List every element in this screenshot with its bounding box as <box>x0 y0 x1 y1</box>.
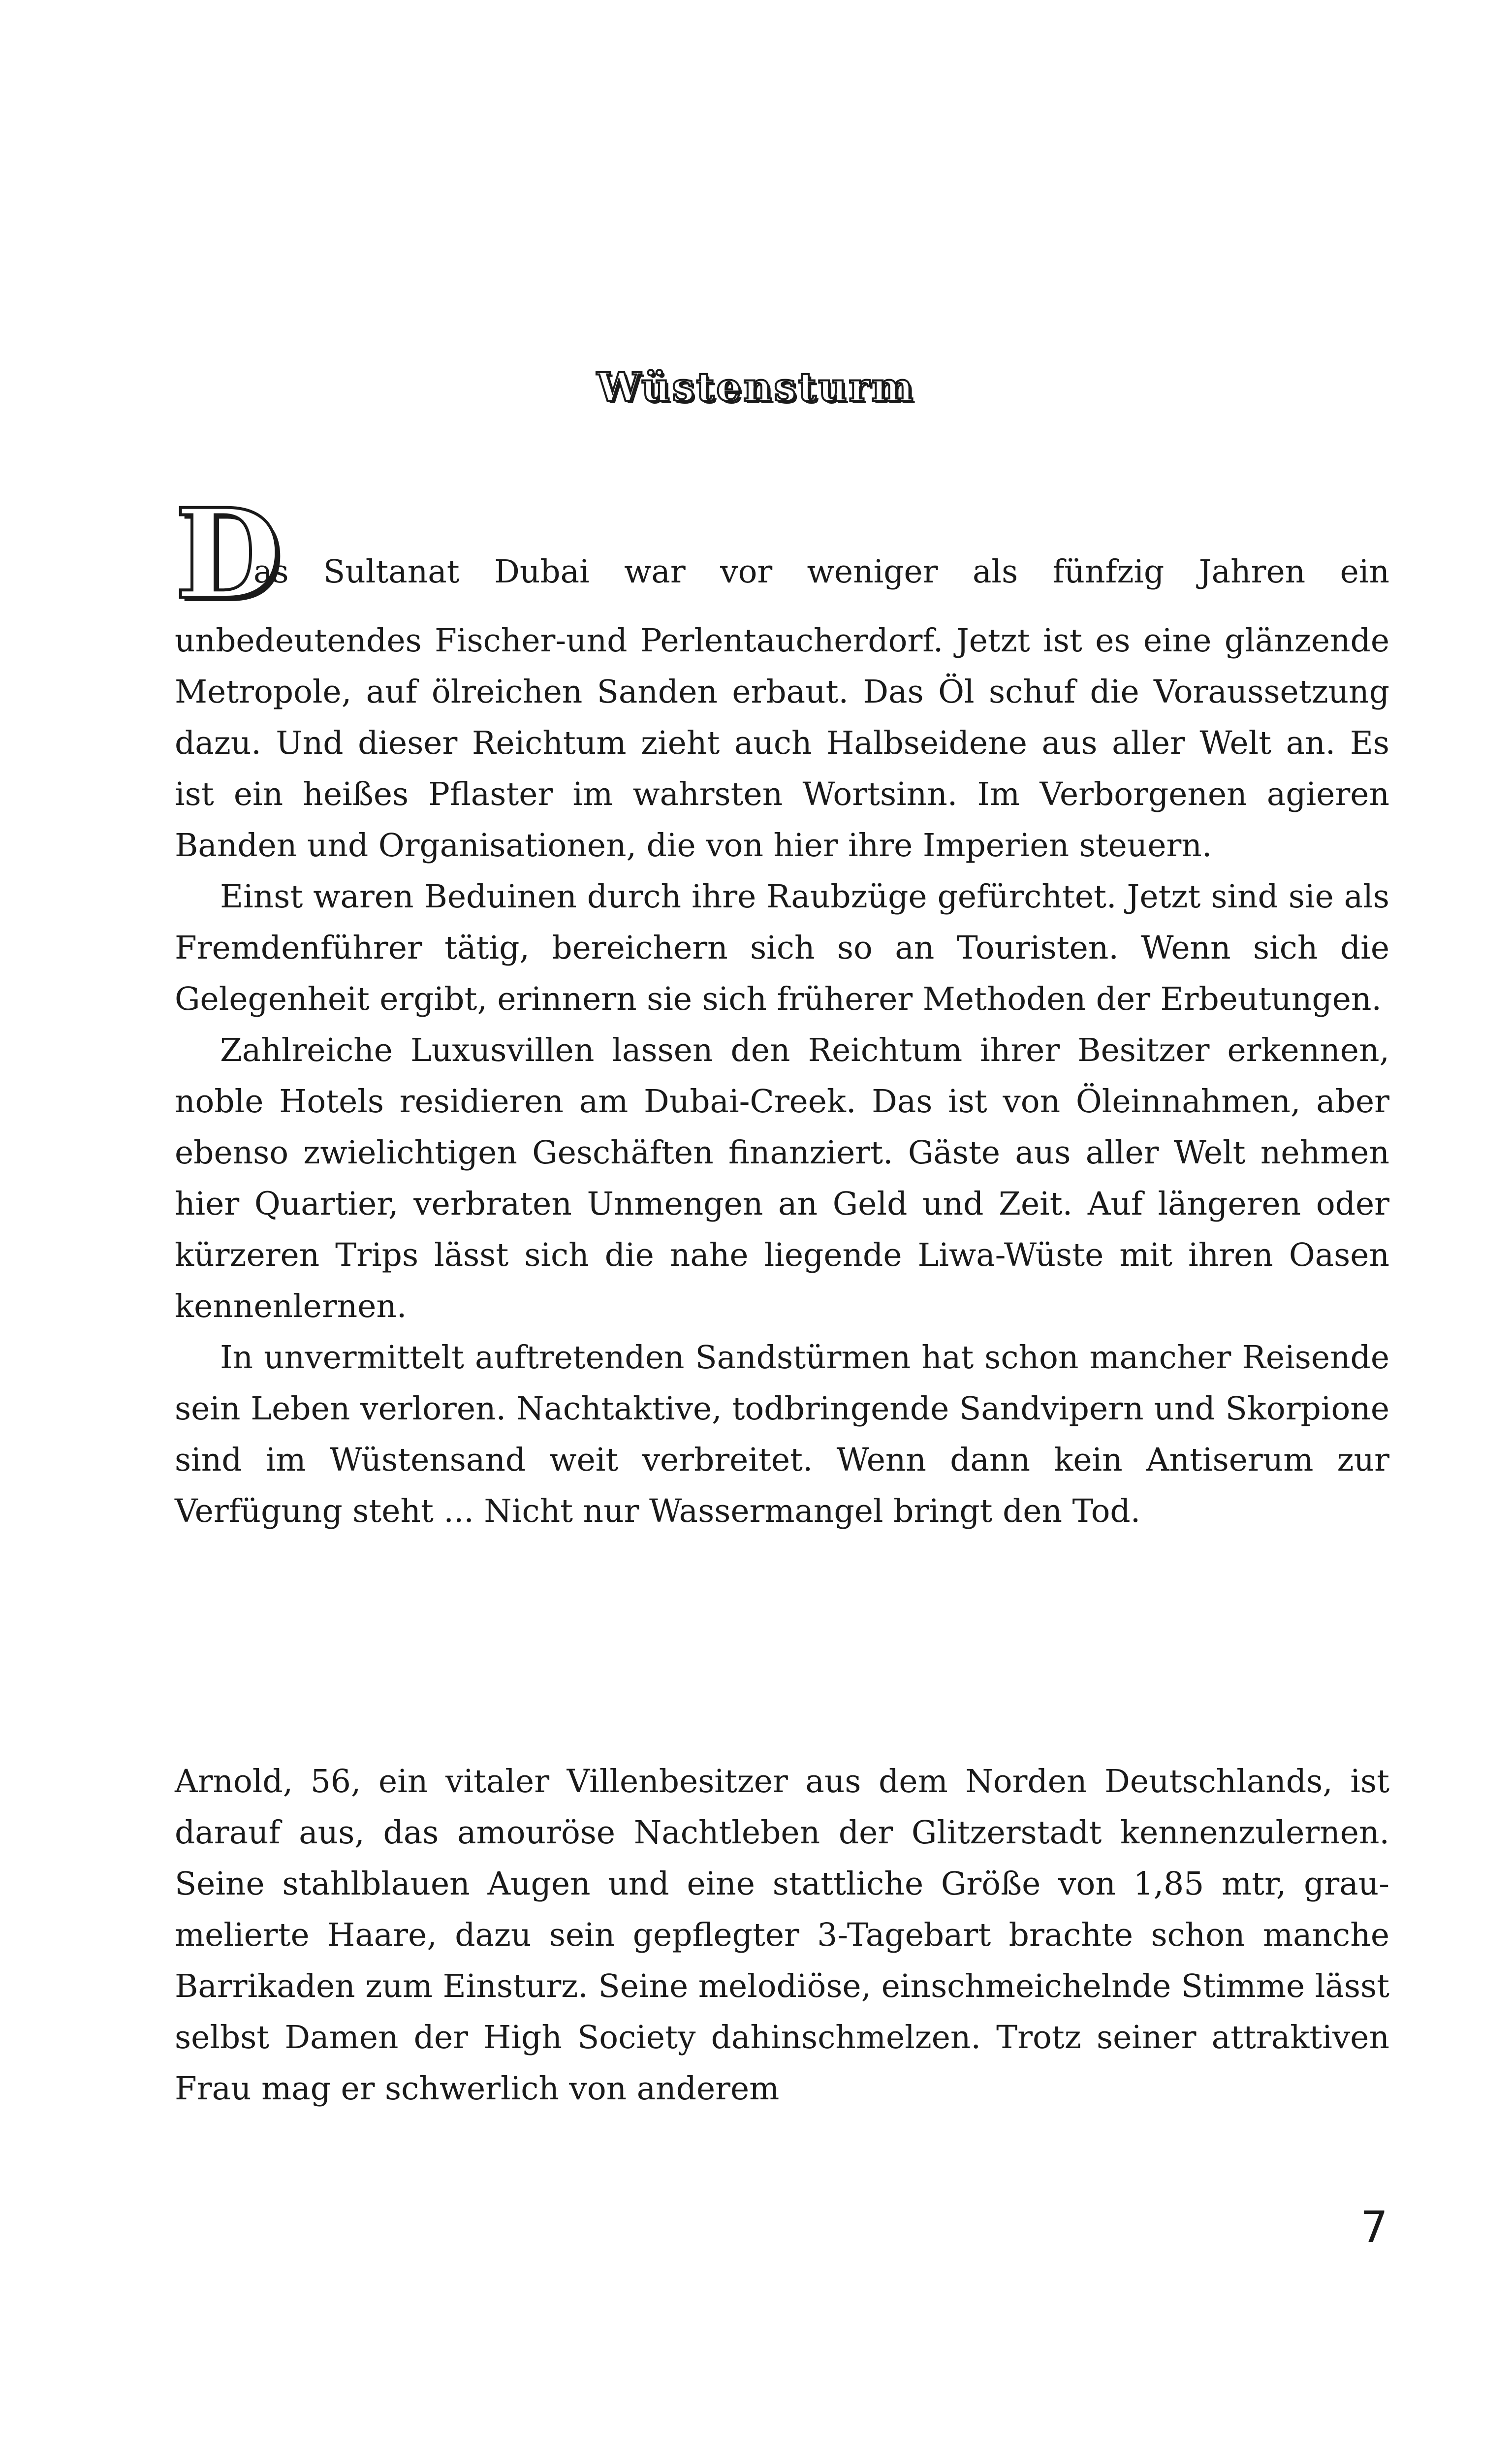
paragraph: In unvermittelt auftretenden Sandstürmen hat schon mancher Reisende sein Leben verloren. Nachtaktive, todbringende Sandvipern und Skorpione sind im Wüstensand weit verbreitet. Wenn dann kein Antiserum zur Verfügung steht ... Nicht nur Wassermangel bringt den Tod. <box>175 1339 1389 1530</box>
page-number: 7 <box>1360 2202 1388 2252</box>
opening-line-text: as Sultanat Dubai war vor weniger als fünfzig Jahren ein <box>253 553 1389 590</box>
chapter-title: Wüstensturm <box>597 364 915 410</box>
chapter-body <box>175 615 1389 1537</box>
paragraph: Einst waren Beduinen durch ihre Raubzüge gefürchtet. Jetzt sind sie als Fremdenführer tätig, bereichern sich so an Touristen. Wenn sich die Gelegenheit ergibt, erinnern sie sich früherer Methoden der Erbeutungen. <box>175 878 1389 1018</box>
paragraph: Zahlreiche Luxusvillen lassen den Reichtum ihrer Besitzer erkennen, noble Hotels residieren am Dubai-Creek. Das ist von Öleinnahmen, aber ebenso zwielichtigen Geschäften finanziert. Gäste aus aller Welt nehmen hier Quartier, verbraten Unmengen an Geld und Zeit. Auf längeren oder kürzeren Trips lässt sich die nahe liegende Liwa-Wüste mit ihren Oasen kennenlernen. <box>175 1032 1389 1325</box>
section-two-body <box>175 1756 1389 2115</box>
opening-line <box>175 482 1389 626</box>
paragraph: unbedeutendes Fischer-und Perlentaucherdorf. Jetzt ist es eine glänzende Metropole, auf ölreichen Sanden erbaut. Das Öl schuf die Voraussetzung dazu. Und dieser Reichtum zieht auch Halbseidene aus aller Welt an. Es ist ein heißes Pflaster im wahrsten Wortsinn. Im Verborgenen agieren Banden und Organisationen, die von hier ihre Imperien steuern. <box>175 622 1389 864</box>
drop-cap: D <box>175 482 282 626</box>
paragraph: Arnold, 56, ein vitaler Villenbesitzer aus dem Norden Deutschlands, ist darauf aus, das amouröse Nachtleben der Glitzerstadt kennenzulernen. Seine stahlblauen Augen und eine stattliche Größe von 1,85 mtr, grau-melierte Haare, dazu sein gepflegter 3-Tagebart brachte schon manche Barrikaden zum Einsturz. Seine melodiöse, einschmeichelnde Stimme lässt selbst Damen der High Society dahinschmelzen. Trotz seiner attraktiven Frau mag er schwerlich von anderem <box>175 1763 1389 2107</box>
